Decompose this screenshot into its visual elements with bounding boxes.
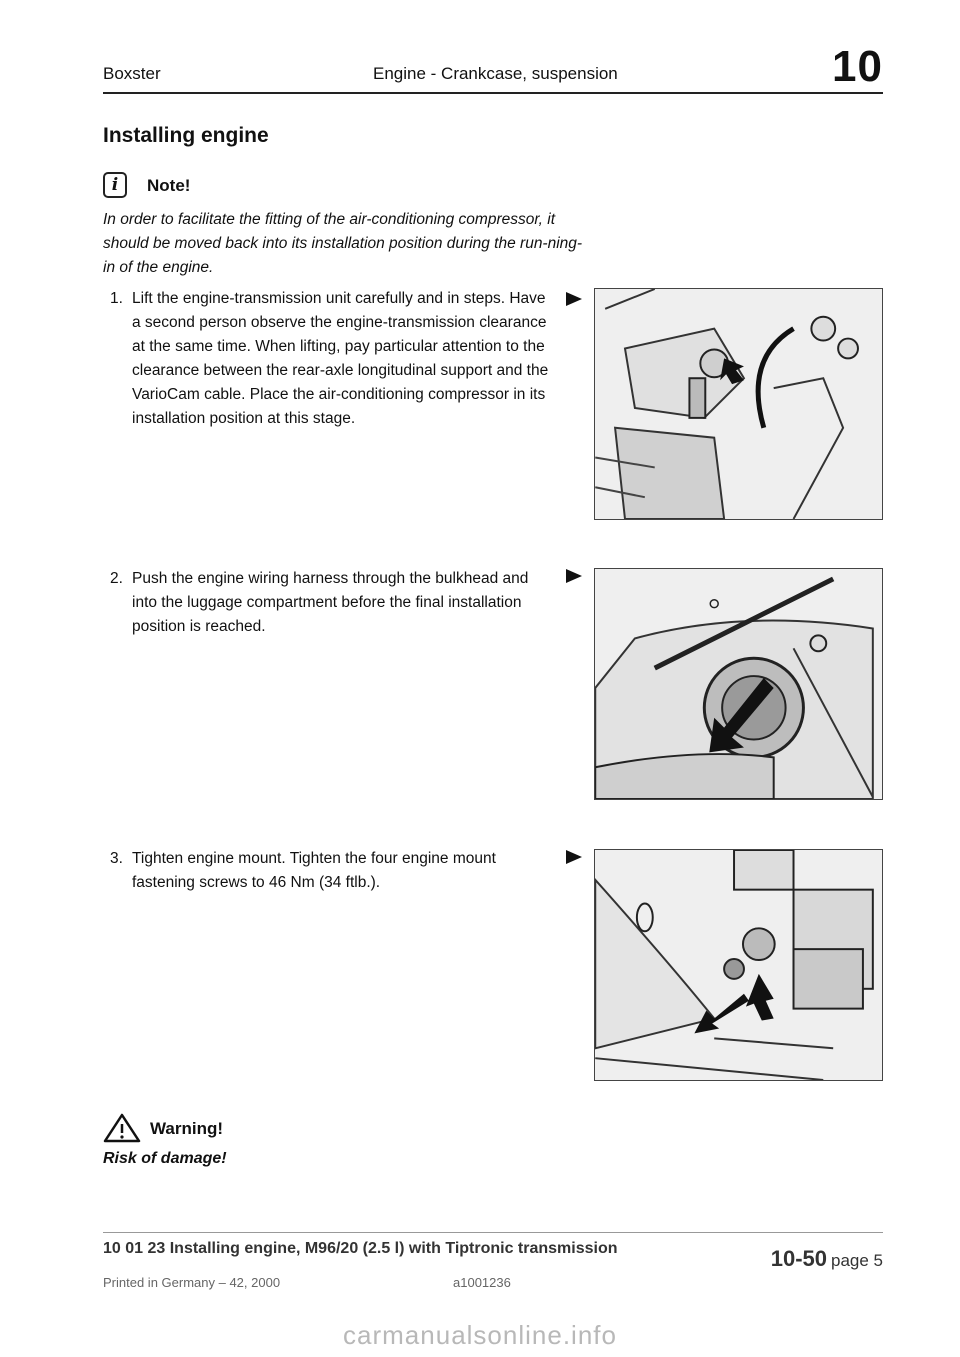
page-title: Installing engine bbox=[103, 124, 269, 147]
engine-mount-illustration bbox=[595, 850, 882, 1080]
step-1 bbox=[110, 287, 555, 431]
chapter-number: 10 bbox=[832, 42, 883, 91]
footer-code: a1001236 bbox=[453, 1275, 511, 1290]
figure-pointer-arrow-icon bbox=[566, 850, 582, 864]
step-number: 3. bbox=[110, 850, 123, 867]
note-label: Note! bbox=[147, 176, 191, 195]
engine-lift-illustration bbox=[595, 289, 882, 519]
footer-printed: Printed in Germany – 42, 2000 bbox=[103, 1275, 281, 1290]
figure-pointer-arrow-icon bbox=[566, 292, 582, 306]
header-rule bbox=[103, 92, 883, 94]
figure-pointer-arrow-icon bbox=[566, 569, 582, 583]
warning-label: Warning! bbox=[150, 1119, 224, 1138]
warning-text: Risk of damage! bbox=[103, 1150, 227, 1167]
step-3 bbox=[110, 847, 555, 895]
wiring-harness-illustration bbox=[595, 569, 882, 799]
header-model: Boxster bbox=[103, 64, 161, 83]
step-number: 1. bbox=[110, 290, 123, 307]
info-icon: i bbox=[103, 172, 127, 198]
step-2 bbox=[110, 567, 555, 639]
footer-rule bbox=[103, 1232, 883, 1233]
note-text: In order to facilitate the fitting of the air-conditioning compressor, it should be moved back into its installation position during the run-ning-in of the engine. bbox=[103, 211, 583, 276]
header-section: Engine - Crankcase, suspension bbox=[373, 64, 618, 83]
page-label: page 5 bbox=[831, 1251, 883, 1270]
step-text: Push the engine wiring harness through the bulkhead and into the luggage compartment before the final installation position is reached. bbox=[132, 570, 529, 635]
step-number: 2. bbox=[110, 570, 123, 587]
figure-engine-lift bbox=[594, 288, 883, 520]
warning-triangle-icon bbox=[103, 1113, 141, 1148]
footer-page bbox=[771, 1246, 883, 1272]
page-reference: 10-50 bbox=[770, 1246, 827, 1271]
step-text: Tighten engine mount. Tighten the four engine mount fastening screws to 46 Nm (34 ftlb.). bbox=[132, 850, 496, 891]
figure-engine-mount bbox=[594, 849, 883, 1081]
figure-wiring-harness bbox=[594, 568, 883, 800]
footer-procedure: 10 01 23 Installing engine, M96/20 (2.5 l) with Tiptronic transmission bbox=[103, 1240, 618, 1257]
step-text: Lift the engine-transmission unit carefully and in steps. Have a second person observe the engine-transmission clearance at the same time. When lifting, pay particular attention to the clearance between the rear-axle longitudinal support and the VarioCam cable. Place the air-conditioning compressor in its installation position at this stage. bbox=[132, 290, 549, 427]
watermark: carmanualsonline.info bbox=[343, 1320, 617, 1350]
